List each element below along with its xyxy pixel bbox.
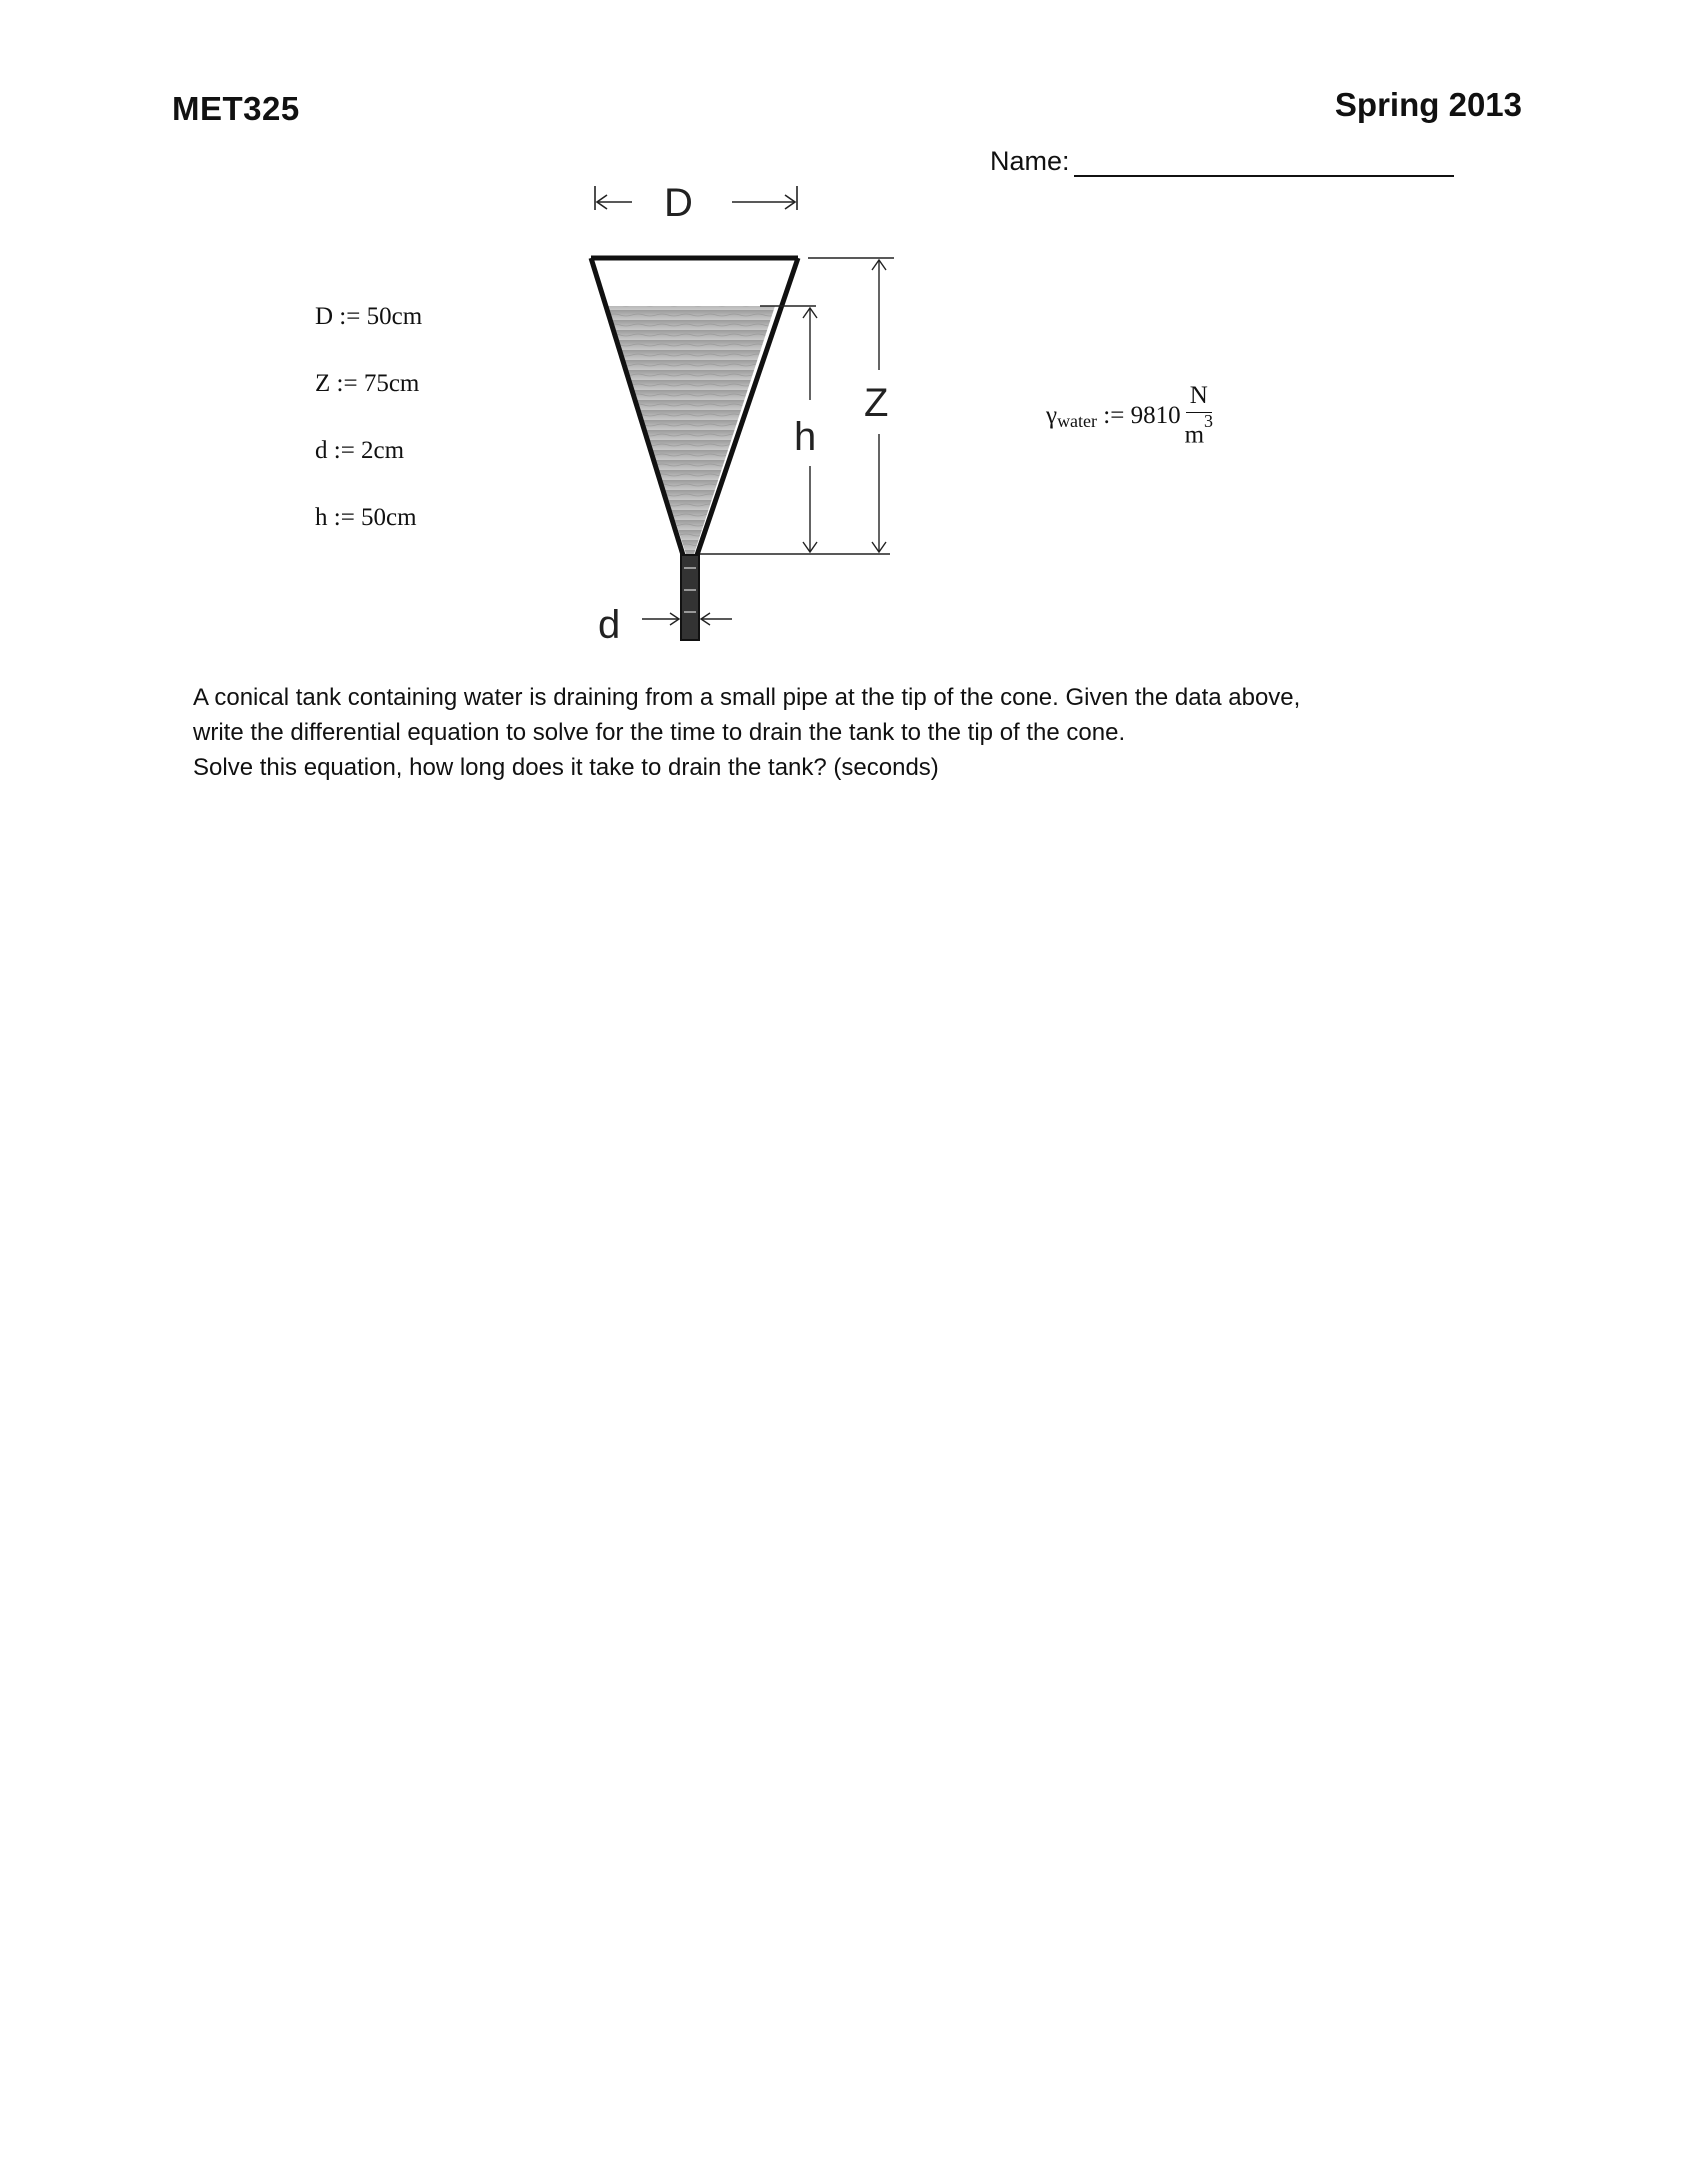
given-values <box>315 302 422 570</box>
problem-line-1: A conical tank containing water is draining from a small pipe at the tip of the cone. Given the data above, <box>193 684 1301 711</box>
label-D: D <box>664 181 693 225</box>
dimension-d <box>598 603 732 647</box>
name-blank-line <box>1074 151 1454 177</box>
gamma-value: 9810 <box>1130 401 1181 429</box>
gamma-subscript: water <box>1057 411 1098 432</box>
given-d: d := 2cm <box>315 437 405 464</box>
name-label: Name: <box>990 146 1070 176</box>
specific-weight-expression <box>1046 382 1213 449</box>
unit-denominator <box>1185 413 1213 449</box>
given-D: D := 50cm <box>315 303 423 330</box>
assign-operator: := <box>1097 401 1131 429</box>
term-label: Spring 2013 <box>1334 86 1522 123</box>
problem-statement <box>193 680 1513 785</box>
unit-numerator: N <box>1186 382 1212 413</box>
problem-line-3: Solve this equation, how long does it take to drain the tank? (seconds) <box>193 754 939 781</box>
course-code: MET325 <box>172 90 300 127</box>
problem-line-2: write the differential equation to solve for the time to drain the tank to the tip of the cone. <box>193 719 1126 746</box>
unit-fraction <box>1185 382 1213 449</box>
label-Z: Z <box>864 381 889 425</box>
gamma-symbol: γ <box>1046 401 1058 429</box>
conical-tank-diagram <box>560 170 920 660</box>
label-h: h <box>794 415 817 459</box>
name-field <box>990 146 1454 177</box>
dimension-Z <box>808 258 894 552</box>
unit-exponent: 3 <box>1204 411 1214 431</box>
given-Z: Z := 75cm <box>315 370 420 397</box>
given-h: h := 50cm <box>315 504 417 531</box>
dimension-D <box>595 181 797 225</box>
unit-denominator-base: m <box>1184 421 1205 449</box>
water-fill <box>605 306 775 554</box>
label-d: d <box>598 603 621 647</box>
